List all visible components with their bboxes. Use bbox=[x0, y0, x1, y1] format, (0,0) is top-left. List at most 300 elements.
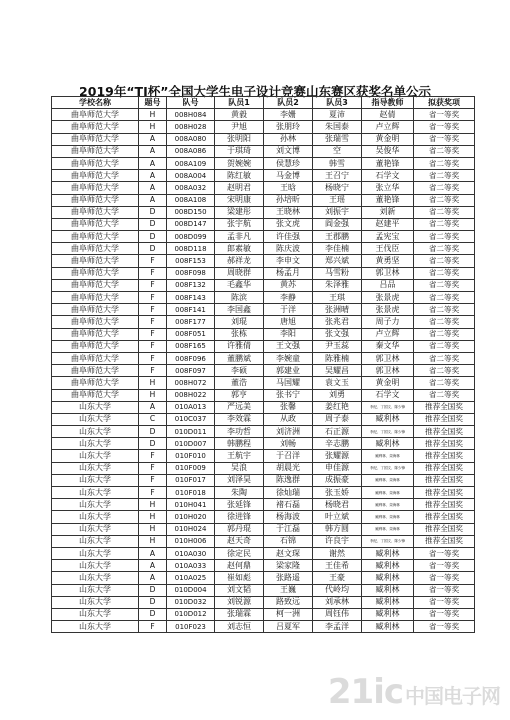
table-cell: D bbox=[139, 584, 167, 596]
table-cell: 郎素敏 bbox=[215, 243, 264, 255]
table-cell: 008F141 bbox=[167, 304, 215, 316]
table-cell: F bbox=[139, 316, 167, 328]
table-cell: 臧利林、栾海林 bbox=[362, 523, 414, 535]
table-cell: 王伐臣 bbox=[362, 243, 414, 255]
table-cell: D bbox=[139, 438, 167, 450]
table-cell: 山东大学 bbox=[52, 450, 139, 462]
table-cell: 刘济洲 bbox=[264, 426, 313, 438]
table-cell: 曲阜师范大学 bbox=[52, 133, 139, 145]
table-cell: 尹旭 bbox=[215, 121, 264, 133]
table-cell: F bbox=[139, 304, 167, 316]
table-cell: 李姗 bbox=[264, 109, 313, 121]
table-cell: 曲阜师范大学 bbox=[52, 121, 139, 133]
table-cell: 韩方圆 bbox=[313, 523, 362, 535]
table-cell: 王郡鹏 bbox=[313, 231, 362, 243]
table-cell: 刘泽昊 bbox=[215, 474, 264, 486]
table-cell: 省二等奖 bbox=[414, 365, 475, 377]
table-cell: 吕品 bbox=[362, 279, 414, 291]
table-cell: 路致远 bbox=[264, 596, 313, 608]
table-cell: 张明阳 bbox=[215, 133, 264, 145]
table-cell: F bbox=[139, 487, 167, 499]
table-cell: 曲阜师范大学 bbox=[52, 231, 139, 243]
table-cell: H bbox=[139, 121, 167, 133]
table-cell: 刘锐源 bbox=[215, 596, 264, 608]
table-cell: 郭卫林 bbox=[362, 267, 414, 279]
table-cell: 张兆君 bbox=[313, 316, 362, 328]
table-row bbox=[52, 194, 475, 206]
table-cell: 张馨 bbox=[264, 401, 313, 413]
table-cell: 孟宪宝 bbox=[362, 231, 414, 243]
table-cell: 008H022 bbox=[167, 389, 215, 401]
table-cell: 省二等奖 bbox=[414, 206, 475, 218]
table-cell: 曲阜师范大学 bbox=[52, 389, 139, 401]
table-cell: 孙林 bbox=[264, 133, 313, 145]
table-cell: D bbox=[139, 596, 167, 608]
table-cell: 张文虎 bbox=[264, 218, 313, 230]
table-cell: 010H024 bbox=[167, 523, 215, 535]
table-cell: 张瑞霖 bbox=[215, 608, 264, 620]
watermark-logo bbox=[328, 672, 500, 712]
table-cell: 郭卫林 bbox=[362, 352, 414, 364]
table-cell: 黄金明 bbox=[362, 377, 414, 389]
table-cell: H bbox=[139, 377, 167, 389]
table-cell: 辛志鹏 bbox=[313, 438, 362, 450]
table-row bbox=[52, 243, 475, 255]
table-row bbox=[52, 304, 475, 316]
table-cell: 008F096 bbox=[167, 352, 215, 364]
table-cell: 阎金强 bbox=[313, 218, 362, 230]
table-row bbox=[52, 292, 475, 304]
table-cell: 曲阜师范大学 bbox=[52, 316, 139, 328]
table-cell: 黄勇坚 bbox=[362, 255, 414, 267]
table-cell: 推荐全国奖 bbox=[414, 535, 475, 547]
table-cell: 张延锋 bbox=[215, 499, 264, 511]
table-cell: F bbox=[139, 279, 167, 291]
table-cell: 韩鹏程 bbox=[215, 438, 264, 450]
table-cell: 山东大学 bbox=[52, 547, 139, 559]
table-cell: 李纪、丁国文、陈少锋 bbox=[362, 462, 414, 474]
table-cell: 陈庆波 bbox=[264, 243, 313, 255]
table-cell: 陈滨 bbox=[215, 292, 264, 304]
table-cell: 010A033 bbox=[167, 560, 215, 572]
table-cell: 山东大学 bbox=[52, 511, 139, 523]
table-cell: 山东大学 bbox=[52, 413, 139, 425]
table-row bbox=[52, 389, 475, 401]
table-row bbox=[52, 218, 475, 230]
table-cell: 臧利林 bbox=[362, 560, 414, 572]
table-cell: 臧利林、栾海林 bbox=[362, 511, 414, 523]
table-cell: D bbox=[139, 608, 167, 620]
table-cell: 张文强 bbox=[313, 328, 362, 340]
table-cell: 张景虎 bbox=[362, 292, 414, 304]
table-cell: 吕夏军 bbox=[264, 621, 313, 633]
table-cell: 李纪、丁国文、陈少锋 bbox=[362, 401, 414, 413]
table-cell: 臧利林 bbox=[362, 438, 414, 450]
table-cell: 臧利林 bbox=[362, 584, 414, 596]
table-cell: 省一等奖 bbox=[414, 608, 475, 620]
table-row bbox=[52, 121, 475, 133]
table-row bbox=[52, 535, 475, 547]
table-row bbox=[52, 157, 475, 169]
table-cell: 石正源 bbox=[313, 426, 362, 438]
table-cell: 曲阜师范大学 bbox=[52, 328, 139, 340]
table-cell: 空 bbox=[313, 145, 362, 157]
table-cell: 尹玉蕊 bbox=[313, 340, 362, 352]
table-cell: 黄苏 bbox=[264, 279, 313, 291]
table-cell: A bbox=[139, 194, 167, 206]
table-cell: 臧利林 bbox=[362, 621, 414, 633]
table-cell: D bbox=[139, 243, 167, 255]
table-row bbox=[52, 401, 475, 413]
table-row bbox=[52, 352, 475, 364]
table-cell: 马国耀 bbox=[264, 377, 313, 389]
table-cell: 黄毅 bbox=[215, 109, 264, 121]
table-cell: 韩雪 bbox=[313, 157, 362, 169]
table-row bbox=[52, 365, 475, 377]
table-cell: 陈雅楠 bbox=[313, 352, 362, 364]
table-cell: 孟非凡 bbox=[215, 231, 264, 243]
table-cell: 张宇航 bbox=[215, 218, 264, 230]
table-cell: 王晗 bbox=[264, 182, 313, 194]
table-cell: 赵倩 bbox=[362, 109, 414, 121]
table-cell: 夏沛 bbox=[313, 109, 362, 121]
table-cell: 代岭均 bbox=[313, 584, 362, 596]
table-cell: 曲阜师范大学 bbox=[52, 255, 139, 267]
table-cell: 010F017 bbox=[167, 474, 215, 486]
table-cell: D bbox=[139, 206, 167, 218]
column-header: 指导教师 bbox=[362, 97, 414, 109]
table-cell: 卢立辉 bbox=[362, 121, 414, 133]
table-cell: 毛鑫华 bbox=[215, 279, 264, 291]
table-cell: 山东大学 bbox=[52, 499, 139, 511]
table-cell: 王晓林 bbox=[264, 206, 313, 218]
table-cell: 石学文 bbox=[362, 389, 414, 401]
table-cell: 省二等奖 bbox=[414, 194, 475, 206]
table-cell: 推荐全国奖 bbox=[414, 450, 475, 462]
table-cell: 008A004 bbox=[167, 170, 215, 182]
table-cell: 于江磊 bbox=[264, 523, 313, 535]
table-row bbox=[52, 462, 475, 474]
table-cell: 省二等奖 bbox=[414, 377, 475, 389]
watermark-cn: 中国电子网 bbox=[405, 684, 500, 708]
table-header-row bbox=[52, 97, 475, 109]
table-row bbox=[52, 413, 475, 425]
table-cell: 曲阜师范大学 bbox=[52, 377, 139, 389]
table-cell: 曲阜师范大学 bbox=[52, 292, 139, 304]
table-cell: 008A086 bbox=[167, 145, 215, 157]
table-cell: A bbox=[139, 572, 167, 584]
table-cell: 010A030 bbox=[167, 547, 215, 559]
table-cell: 省二等奖 bbox=[414, 292, 475, 304]
table-cell: A bbox=[139, 145, 167, 157]
table-cell: 山东大学 bbox=[52, 584, 139, 596]
table-cell: 008H072 bbox=[167, 377, 215, 389]
table-cell: 许良宇 bbox=[313, 535, 362, 547]
table-cell: 省二等奖 bbox=[414, 157, 475, 169]
table-cell: 臧利林 bbox=[362, 608, 414, 620]
table-cell: 008A108 bbox=[167, 194, 215, 206]
table-cell: 曲阜师范大学 bbox=[52, 182, 139, 194]
table-cell: 008A080 bbox=[167, 133, 215, 145]
column-header: 队员2 bbox=[264, 97, 313, 109]
table-cell: 008D150 bbox=[167, 206, 215, 218]
table-cell: 推荐全国奖 bbox=[414, 401, 475, 413]
table-cell: 山东大学 bbox=[52, 535, 139, 547]
table-row bbox=[52, 377, 475, 389]
table-cell: 杨晓宁 bbox=[313, 182, 362, 194]
table-cell: F bbox=[139, 462, 167, 474]
table-row bbox=[52, 450, 475, 462]
table-cell: 省一等奖 bbox=[414, 596, 475, 608]
table-cell: 郭建业 bbox=[264, 365, 313, 377]
table-cell: 李效霖 bbox=[215, 413, 264, 425]
table-cell: 周晓群 bbox=[215, 267, 264, 279]
table-cell: 省二等奖 bbox=[414, 243, 475, 255]
award-table bbox=[51, 96, 475, 633]
table-cell: 推荐全国奖 bbox=[414, 523, 475, 535]
table-cell: 省二等奖 bbox=[414, 328, 475, 340]
table-cell: 008F177 bbox=[167, 316, 215, 328]
table-cell: A bbox=[139, 133, 167, 145]
table-row bbox=[52, 340, 475, 352]
table-cell: 张朋玲 bbox=[264, 121, 313, 133]
table-cell: 杨孟月 bbox=[264, 267, 313, 279]
table-cell: 曲阜师范大学 bbox=[52, 206, 139, 218]
table-cell: 曲阜师范大学 bbox=[52, 218, 139, 230]
table-cell: 刘文博 bbox=[264, 145, 313, 157]
table-cell: 010D012 bbox=[167, 608, 215, 620]
table-cell: 郝祥龙 bbox=[215, 255, 264, 267]
table-row bbox=[52, 170, 475, 182]
table-cell: 李阳 bbox=[264, 328, 313, 340]
table-row bbox=[52, 523, 475, 535]
column-header: 拟获奖项 bbox=[414, 97, 475, 109]
table-cell: 张书宁 bbox=[264, 389, 313, 401]
table-row bbox=[52, 133, 475, 145]
table-cell: 臧利林 bbox=[362, 547, 414, 559]
table-cell: H bbox=[139, 389, 167, 401]
table-cell: 山东大学 bbox=[52, 426, 139, 438]
table-cell: 卢立辉 bbox=[362, 328, 414, 340]
table-cell: 010A013 bbox=[167, 401, 215, 413]
table-cell: 姜红艳 bbox=[313, 401, 362, 413]
table-cell: 省一等奖 bbox=[414, 621, 475, 633]
table-cell: 省二等奖 bbox=[414, 218, 475, 230]
table-cell: 省二等奖 bbox=[414, 170, 475, 182]
table-cell: A bbox=[139, 401, 167, 413]
table-cell: 山东大学 bbox=[52, 608, 139, 620]
table-row bbox=[52, 316, 475, 328]
table-cell: 王豪 bbox=[313, 572, 362, 584]
table-cell: F bbox=[139, 474, 167, 486]
table-cell: 008F153 bbox=[167, 255, 215, 267]
table-cell: 唐旭 bbox=[264, 316, 313, 328]
table-cell: 董艳锋 bbox=[362, 194, 414, 206]
table-cell: 董艳锋 bbox=[362, 157, 414, 169]
table-cell: 曲阜师范大学 bbox=[52, 145, 139, 157]
table-cell: 山东大学 bbox=[52, 596, 139, 608]
table-cell: 张立华 bbox=[362, 182, 414, 194]
column-header: 队员3 bbox=[313, 97, 362, 109]
table-cell: 曲阜师范大学 bbox=[52, 267, 139, 279]
table-cell: 省二等奖 bbox=[414, 182, 475, 194]
table-row bbox=[52, 596, 475, 608]
table-cell: F bbox=[139, 621, 167, 633]
table-cell: F bbox=[139, 365, 167, 377]
table-cell: H bbox=[139, 511, 167, 523]
table-cell: 曲阜师范大学 bbox=[52, 340, 139, 352]
table-cell: 朱陶 bbox=[215, 487, 264, 499]
table-cell: 008H028 bbox=[167, 121, 215, 133]
table-cell: 曲阜师范大学 bbox=[52, 109, 139, 121]
table-cell: 臧利林、栾海林 bbox=[362, 474, 414, 486]
table-cell: 省二等奖 bbox=[414, 267, 475, 279]
table-cell: 010F009 bbox=[167, 462, 215, 474]
table-cell: 010H020 bbox=[167, 511, 215, 523]
table-cell: 曲阜师范大学 bbox=[52, 279, 139, 291]
table-cell: 008F098 bbox=[167, 267, 215, 279]
table-cell: 008D099 bbox=[167, 231, 215, 243]
table-cell: 008F143 bbox=[167, 292, 215, 304]
table-cell: 成振豪 bbox=[313, 474, 362, 486]
table-cell: 省一等奖 bbox=[414, 584, 475, 596]
table-cell: 柯一洲 bbox=[264, 608, 313, 620]
table-cell: A bbox=[139, 547, 167, 559]
table-cell: 郭卫林 bbox=[362, 365, 414, 377]
table-cell: 王瑶 bbox=[313, 194, 362, 206]
page-title: 2019年“TI杯”全国大学生电子设计竞赛山东赛区获奖名单公示 bbox=[79, 84, 431, 99]
table-cell: 山东大学 bbox=[52, 474, 139, 486]
table-cell: 徐定民 bbox=[215, 547, 264, 559]
table-cell: 许雅倩 bbox=[215, 340, 264, 352]
table-cell: 刘振宇 bbox=[313, 206, 362, 218]
table-cell: 010A025 bbox=[167, 572, 215, 584]
table-cell: 省一等奖 bbox=[414, 572, 475, 584]
table-cell: 周钰伟 bbox=[313, 608, 362, 620]
table-cell: D bbox=[139, 426, 167, 438]
table-row bbox=[52, 560, 475, 572]
table-cell: 杨晓君 bbox=[313, 499, 362, 511]
table-cell: A bbox=[139, 170, 167, 182]
table-cell: 008D147 bbox=[167, 218, 215, 230]
table-cell: 吴浪 bbox=[215, 462, 264, 474]
table-cell: 008D118 bbox=[167, 243, 215, 255]
table-cell: 008F097 bbox=[167, 365, 215, 377]
table-cell: 省二等奖 bbox=[414, 231, 475, 243]
table-cell: 省二等奖 bbox=[414, 255, 475, 267]
table-cell: 黄金明 bbox=[362, 133, 414, 145]
table-cell: 王召宁 bbox=[313, 170, 362, 182]
table-cell: 崔如彪 bbox=[215, 572, 264, 584]
table-cell: 李静 bbox=[264, 292, 313, 304]
table-cell: 梁建彤 bbox=[215, 206, 264, 218]
table-cell: 推荐全国奖 bbox=[414, 499, 475, 511]
table-row bbox=[52, 499, 475, 511]
table-cell: 曲阜师范大学 bbox=[52, 352, 139, 364]
table-cell: 赵天奇 bbox=[215, 535, 264, 547]
table-cell: 张洲晴 bbox=[313, 304, 362, 316]
table-cell: 陈逸群 bbox=[264, 474, 313, 486]
table-cell: 曲阜师范大学 bbox=[52, 157, 139, 169]
table-cell: 008F051 bbox=[167, 328, 215, 340]
table-cell: 山东大学 bbox=[52, 401, 139, 413]
table-cell: 赵明君 bbox=[215, 182, 264, 194]
table-cell: 刘畅 bbox=[264, 438, 313, 450]
table-cell: 孙培昕 bbox=[264, 194, 313, 206]
table-cell: 曲阜师范大学 bbox=[52, 170, 139, 182]
table-row bbox=[52, 206, 475, 218]
table-cell: 008H084 bbox=[167, 109, 215, 121]
table-cell: D bbox=[139, 231, 167, 243]
table-cell: 叶立斌 bbox=[313, 511, 362, 523]
table-cell: 010D011 bbox=[167, 426, 215, 438]
table-cell: 杨海波 bbox=[264, 511, 313, 523]
table-cell: 省二等奖 bbox=[414, 145, 475, 157]
table-cell: 推荐全国奖 bbox=[414, 462, 475, 474]
table-cell: 董鹏斌 bbox=[215, 352, 264, 364]
table-cell: F bbox=[139, 255, 167, 267]
table-cell: H bbox=[139, 499, 167, 511]
table-cell: F bbox=[139, 450, 167, 462]
table-cell: 于召洋 bbox=[264, 450, 313, 462]
table-cell: 山东大学 bbox=[52, 523, 139, 535]
table-cell: 刘新 bbox=[362, 206, 414, 218]
table-cell: 曲阜师范大学 bbox=[52, 194, 139, 206]
table-row bbox=[52, 572, 475, 584]
table-row bbox=[52, 231, 475, 243]
table-cell: 褚石磊 bbox=[264, 499, 313, 511]
table-cell: 臧利林、栾海林 bbox=[362, 487, 414, 499]
table-row bbox=[52, 255, 475, 267]
table-cell: 010H006 bbox=[167, 535, 215, 547]
table-cell: 推荐全国奖 bbox=[414, 413, 475, 425]
table-cell: 郭丹琨 bbox=[215, 523, 264, 535]
table-cell: H bbox=[139, 535, 167, 547]
table-cell: 梁家隆 bbox=[264, 560, 313, 572]
table-cell: 山东大学 bbox=[52, 462, 139, 474]
table-cell: 于琪琦 bbox=[215, 145, 264, 157]
table-cell: 李纪、丁国文、陈少锋 bbox=[362, 426, 414, 438]
table-cell: 赵何鼎 bbox=[215, 560, 264, 572]
table-cell: 推荐全国奖 bbox=[414, 426, 475, 438]
table-cell: 张玉娇 bbox=[313, 487, 362, 499]
table-cell: 推荐全国奖 bbox=[414, 487, 475, 499]
table-cell: 臧利林 bbox=[362, 596, 414, 608]
table-cell: 010C037 bbox=[167, 413, 215, 425]
table-cell: 曲阜师范大学 bbox=[52, 304, 139, 316]
table-cell: 徐灿瑞 bbox=[264, 487, 313, 499]
table-cell: 谢然 bbox=[313, 547, 362, 559]
table-cell: 刘勇 bbox=[313, 389, 362, 401]
table-cell: 臧利林、栾海林 bbox=[362, 499, 414, 511]
table-cell: 李婉童 bbox=[264, 352, 313, 364]
table-row bbox=[52, 328, 475, 340]
table-cell: 石锦 bbox=[264, 535, 313, 547]
table-cell: 臧利林、栾海林 bbox=[362, 450, 414, 462]
table-row bbox=[52, 182, 475, 194]
column-header: 题号 bbox=[139, 97, 167, 109]
table-cell: 张栋 bbox=[215, 328, 264, 340]
table-cell: 袁文玉 bbox=[313, 377, 362, 389]
table-cell: 张瑞雪 bbox=[313, 133, 362, 145]
table-cell: 臧利林 bbox=[362, 413, 414, 425]
column-header: 学校名称 bbox=[52, 97, 139, 109]
table-cell: 马雪粉 bbox=[313, 267, 362, 279]
table-cell: F bbox=[139, 292, 167, 304]
table-cell: 008A109 bbox=[167, 157, 215, 169]
table-cell: 申佳源 bbox=[313, 462, 362, 474]
table-cell: 张路遥 bbox=[264, 572, 313, 584]
